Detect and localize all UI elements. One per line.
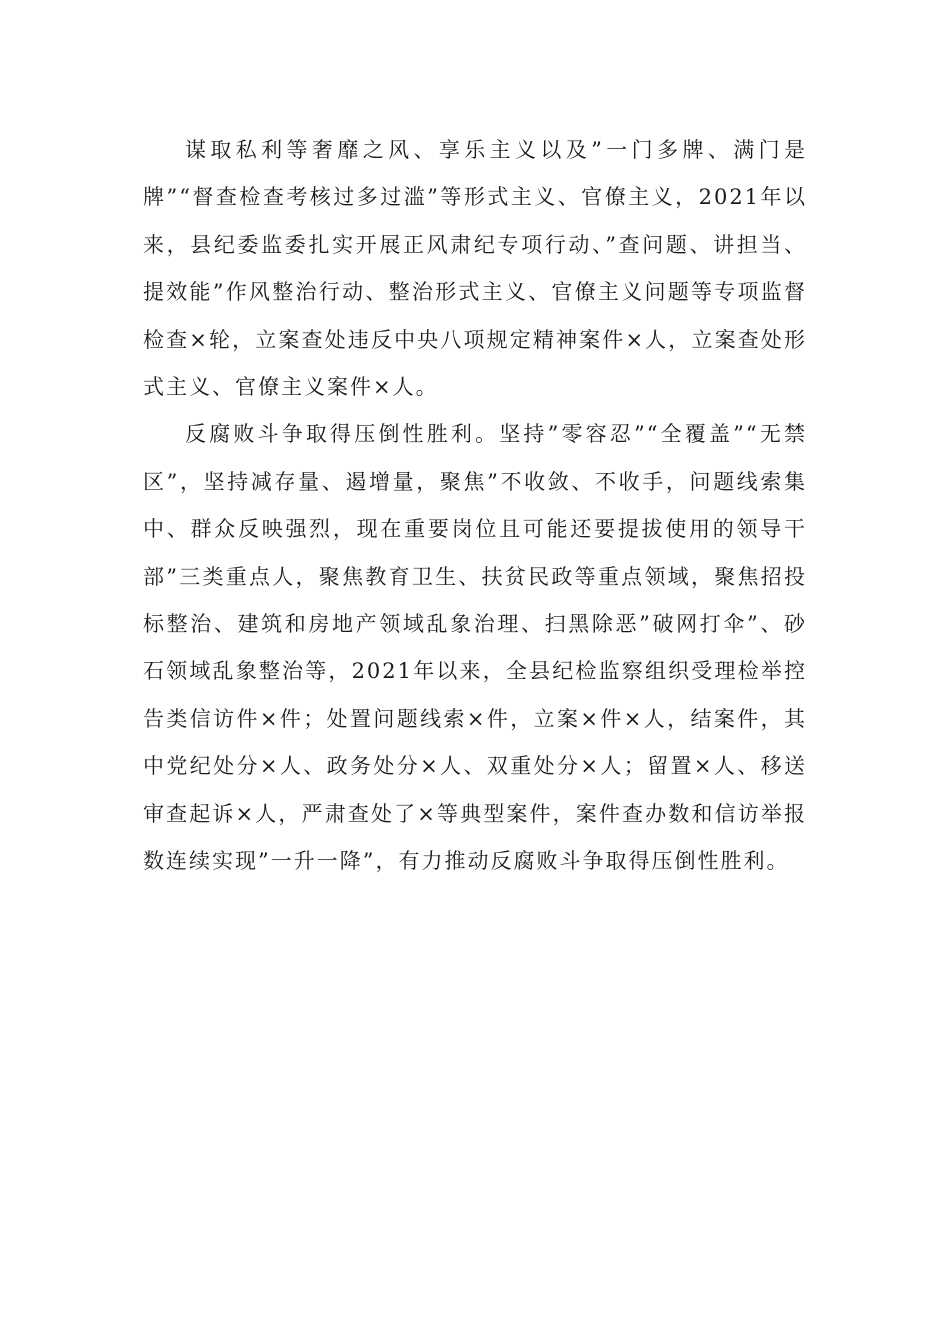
paragraph-2: 反腐败斗争取得压倒性胜利。坚持”零容忍”“全覆盖”“无禁区”，坚持减存量、遏增量，聚焦”不收敛、不收手，问题线索集中、群众反映强烈，现在重要岗位且可能还要提拔使用的领导干部”三类重点人，聚焦教育卫生、扶贫民政等重点领域，聚焦招投标整治、建筑和房地产领域乱象治理、扫黑除恶”破网打伞”、砂石领域乱象整治等，2021年以来，全县纪检监察组织受理检举控告类信访件×件；处置问题线索×件，立案×件×人，结案件，其中党纪处分×人、政务处分×人、双重处分×人；留置×人、移送审查起诉×人，严肃查处了×等典型案件，案件查办数和信访举报数连续实现”一升一降”，有力推动反腐败斗争取得压倒性胜利。	[143, 422, 807, 874]
paragraph-1: 谋取私利等奢靡之风、享乐主义以及”一门多牌、满门是牌”“督查检查考核过多过滥”等形式主义、官僚主义，2021年以来，县纪委监委扎实开展正风肃纪专项行动、”查问题、讲担当、提效能”作风整治行动、整治形式主义、官僚主义问题等专项监督检查×轮，立案查处违反中央八项规定精神案件×人，立案查处形式主义、官僚主义案件×人。	[143, 138, 807, 400]
body-text	[143, 127, 807, 886]
